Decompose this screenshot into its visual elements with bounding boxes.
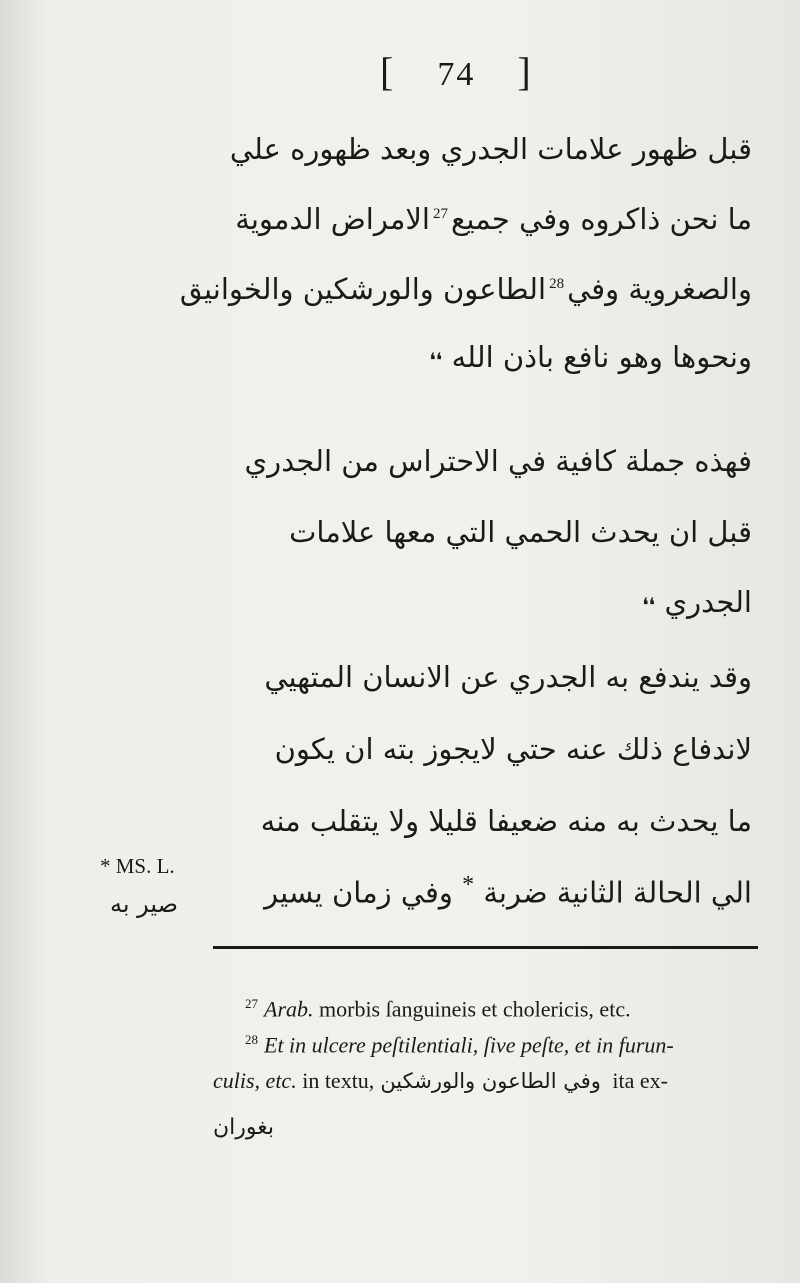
footnote-number: 28: [245, 1032, 258, 1047]
arabic-line-8: [264, 660, 752, 694]
footnote-italic: culis, etc.: [213, 1068, 297, 1093]
arabic-line-text: لاندفاع ذلك عنه حتي لايجوز بته ان يكون: [274, 732, 752, 766]
arabic-line-1: [230, 132, 752, 166]
footnote-italic: Arab.: [264, 996, 314, 1022]
arabic-line-text: ما نحن ذاكروه وفي جميع: [450, 202, 752, 236]
footnote-text: morbis ſanguineis et cholericis, etc.: [313, 996, 631, 1022]
arabic-line-text: ونحوها وهو نافع باذن الله: [451, 340, 752, 374]
footnote-28-continued: [213, 1068, 668, 1094]
arabic-line-11: [264, 872, 752, 910]
arabic-line-5: [244, 444, 752, 478]
arabic-line-text: الامراض الدموية: [235, 202, 430, 236]
footnote-italic: Et in ulcere peſtilentiali, ſive peſte, et in furun-: [264, 1032, 674, 1058]
footnote-text: in textu,: [296, 1068, 375, 1093]
bracket-open: [: [380, 49, 396, 94]
arabic-line-text: قبل ظهور علامات الجدري وبعد ظهوره علي: [229, 132, 752, 166]
arabic-line-9: [275, 732, 752, 766]
arabic-line-text: الي الحالة الثانية ضربة: [483, 875, 752, 910]
bracket-close: ]: [517, 49, 533, 94]
footnote-text: ita ex-: [606, 1068, 668, 1093]
footnote-arabic-end: بغوران: [213, 1115, 274, 1140]
arabic-line-text: الطاعون والورشكين والخوانيق: [179, 272, 547, 306]
footnote-arabic: وفي الطاعون والورشكين: [380, 1069, 601, 1093]
footnote-27: [245, 996, 631, 1022]
footnote-divider: [213, 946, 758, 949]
arabic-line-text: قبل ان يحدث الحمي التي معها علامات: [289, 515, 752, 549]
arabic-line-text: ما يحدث به منه ضعيفا قليلا ولا يتقلب منه: [260, 804, 752, 838]
page-number: 74: [437, 56, 476, 93]
margin-note: * MS. L.: [100, 854, 175, 878]
arabic-line-4: [429, 340, 752, 374]
arabic-line-10: [261, 804, 752, 838]
arabic-line-text: فهذه جملة كافية في الاحتراس من الجدري: [244, 444, 752, 478]
quote-mark: ❛❛: [642, 593, 656, 617]
footnote-28: [245, 1032, 674, 1058]
arabic-line-text: وقد يندفع به الجدري عن الانسان المتهيي: [264, 660, 752, 694]
footnote-number: 27: [245, 996, 258, 1011]
arabic-line-2: [235, 202, 752, 236]
note-ref-28: 28: [549, 276, 565, 293]
arabic-line-3: [180, 272, 752, 306]
note-ref-27: 27: [432, 206, 448, 223]
quote-mark: ❛❛: [429, 348, 443, 372]
arabic-text-block: [179, 0, 752, 920]
asterisk-mark: *: [462, 872, 475, 898]
margin-arabic-note: صير به: [110, 890, 179, 918]
arabic-line-6: [289, 515, 752, 549]
arabic-line-text: والصغروية وفي: [567, 272, 752, 306]
arabic-line-text: الجدري: [664, 585, 752, 619]
arabic-line-7: [642, 585, 752, 619]
arabic-line-text: وفي زمان يسير: [264, 875, 453, 910]
